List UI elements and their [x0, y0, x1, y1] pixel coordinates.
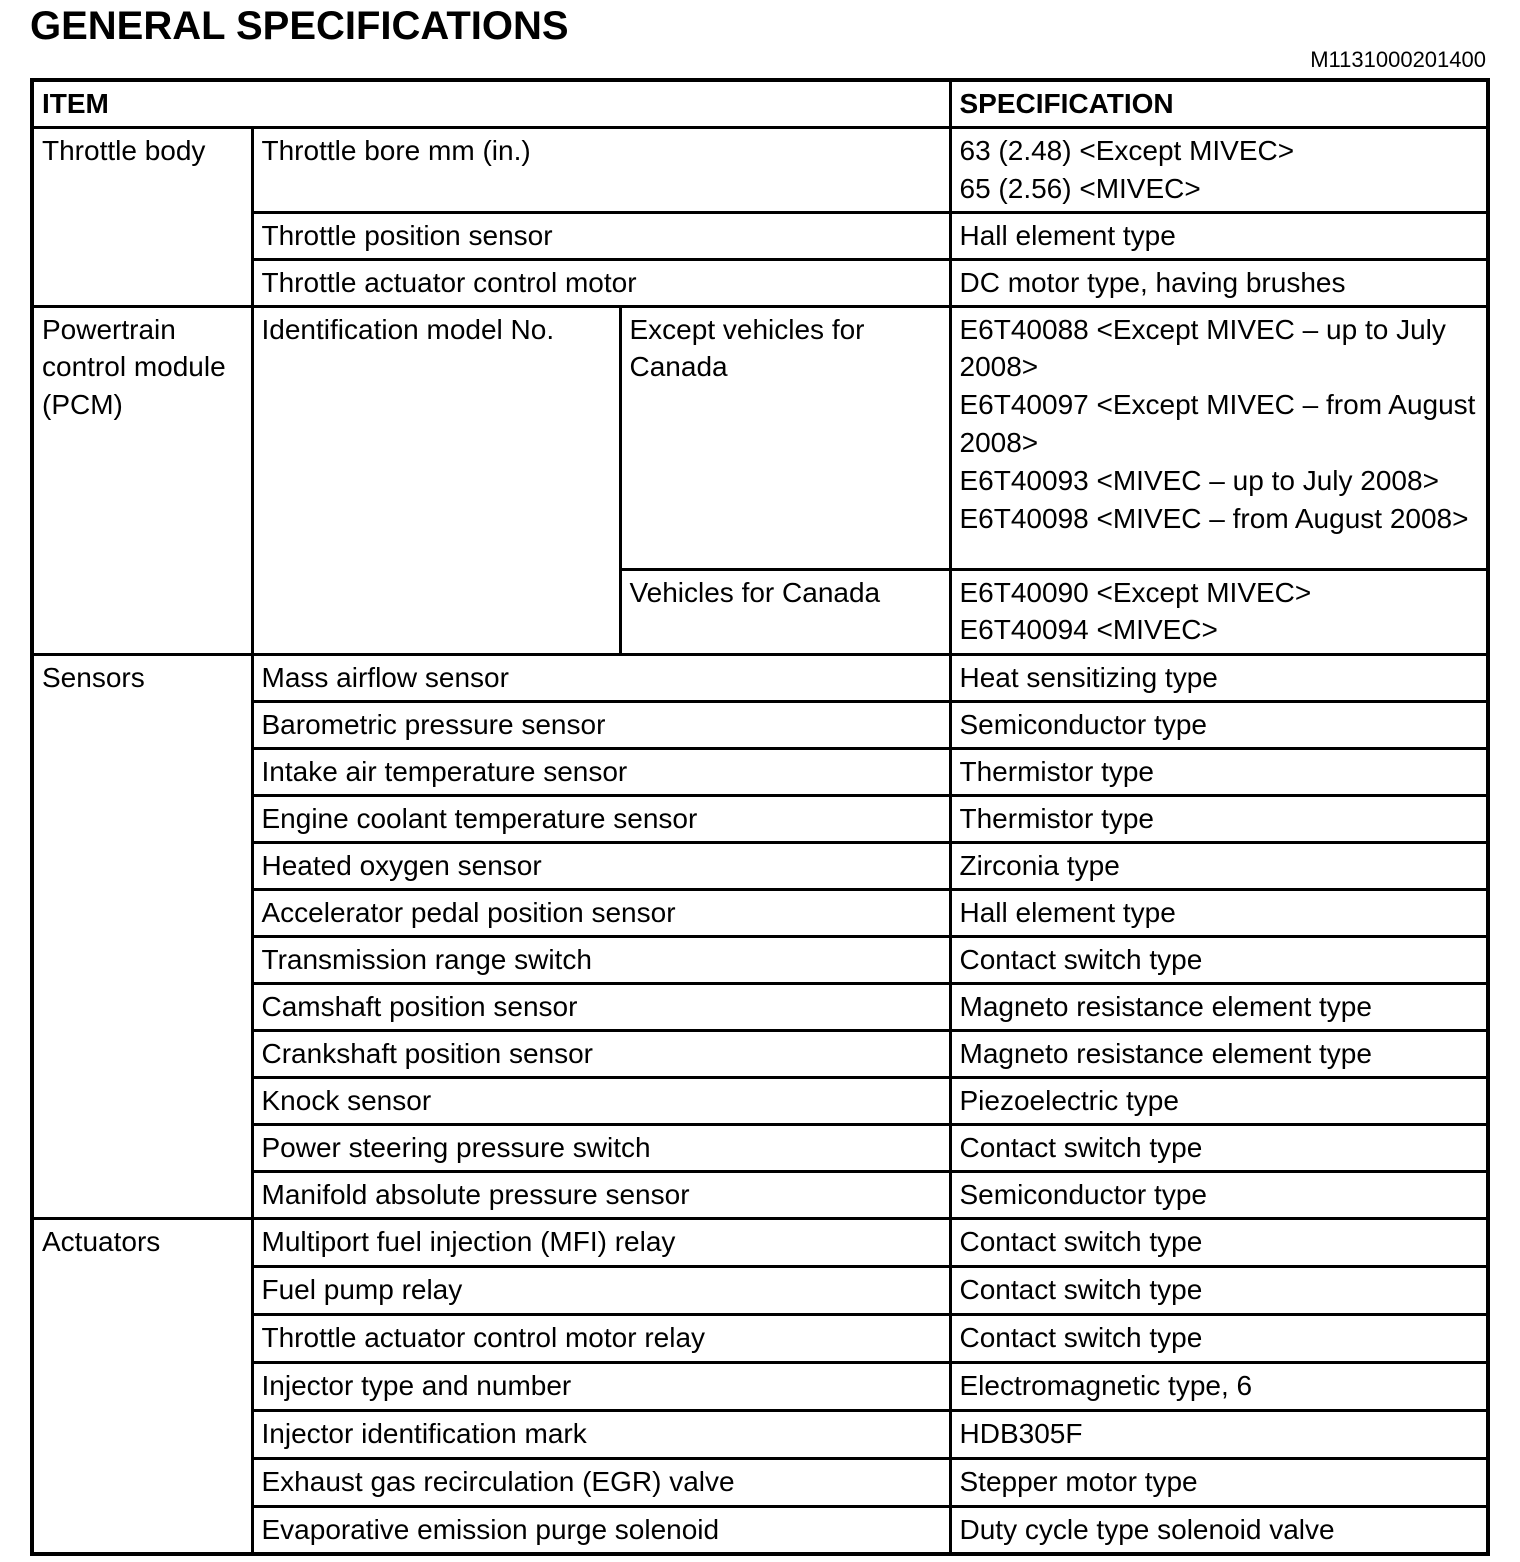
- spec-line: DC motor type, having brushes: [959, 266, 1346, 298]
- item-label: Accelerator pedal position sensor: [252, 889, 950, 936]
- spec-line: E6T40090 <Except MIVEC>: [959, 576, 1312, 608]
- doc-code: M1131000201400: [1310, 47, 1486, 72]
- table-row: [32, 1218, 1488, 1266]
- item-label: Injector type and number: [252, 1362, 950, 1410]
- spec-cell: [950, 1266, 1488, 1314]
- item-label: Throttle position sensor: [252, 212, 950, 259]
- table-row: [32, 306, 1488, 569]
- spec-cell: [950, 936, 1488, 983]
- column-header-item: ITEM: [32, 80, 950, 127]
- item-label: Injector identification mark: [252, 1410, 950, 1458]
- sub-item-label: Except vehicles for Canada: [620, 306, 950, 569]
- spec-line: 65 (2.56) <MIVEC>: [959, 172, 1201, 204]
- spec-line: E6T40097 <Except MIVEC – from August 2008>: [959, 389, 1476, 458]
- spec-line: Contact switch type: [959, 1131, 1203, 1163]
- general-specifications-table: [30, 78, 1490, 1556]
- spec-line: HDB305F: [959, 1417, 1083, 1449]
- spec-line: E6T40088 <Except MIVEC – up to July 2008>: [959, 313, 1446, 383]
- spec-cell: [950, 306, 1488, 569]
- item-label: Fuel pump relay: [252, 1266, 950, 1314]
- spec-line: Zirconia type: [959, 849, 1120, 881]
- group-label-actuators: Actuators: [32, 1218, 252, 1554]
- item-label: Power steering pressure switch: [252, 1124, 950, 1171]
- spec-line: Hall element type: [959, 219, 1176, 251]
- spec-line: Thermistor type: [959, 802, 1154, 834]
- spec-cell: [950, 259, 1488, 306]
- table-row: [32, 654, 1488, 701]
- spec-cell: [950, 1124, 1488, 1171]
- column-header-specification: SPECIFICATION: [950, 80, 1488, 127]
- item-label: Throttle actuator control motor relay: [252, 1314, 950, 1362]
- item-label: Throttle actuator control motor: [252, 259, 950, 306]
- spec-line: Magneto resistance element type: [959, 990, 1372, 1022]
- spec-line: Semiconductor type: [959, 1178, 1207, 1210]
- spec-cell: [950, 1458, 1488, 1506]
- spec-line: Electromagnetic type, 6: [959, 1369, 1253, 1401]
- item-label: Crankshaft position sensor: [252, 1030, 950, 1077]
- item-label: Barometric pressure sensor: [252, 701, 950, 748]
- table-header-row: [32, 80, 1488, 127]
- spec-cell: [950, 212, 1488, 259]
- spec-cell: [950, 1030, 1488, 1077]
- spec-cell: [950, 1506, 1488, 1554]
- spec-cell: [950, 1077, 1488, 1124]
- group-label-pcm: Powertrain control module (PCM): [32, 306, 252, 654]
- item-label: Transmission range switch: [252, 936, 950, 983]
- spec-cell: [950, 701, 1488, 748]
- spec-line: Contact switch type: [959, 1321, 1203, 1353]
- spec-cell: [950, 795, 1488, 842]
- item-label: Knock sensor: [252, 1077, 950, 1124]
- spec-cell: [950, 1362, 1488, 1410]
- spec-cell: [950, 1314, 1488, 1362]
- spec-line: Stepper motor type: [959, 1465, 1198, 1497]
- spec-line: E6T40094 <MIVEC>: [959, 614, 1218, 646]
- item-label: Throttle bore mm (in.): [252, 127, 950, 212]
- spec-line: Contact switch type: [959, 943, 1203, 975]
- spec-cell: [950, 889, 1488, 936]
- spec-cell: [950, 569, 1488, 654]
- page-title: GENERAL SPECIFICATIONS: [30, 4, 569, 48]
- item-label: Identification model No.: [252, 306, 620, 654]
- item-label: Multiport fuel injection (MFI) relay: [252, 1218, 950, 1266]
- spec-cell: [950, 842, 1488, 889]
- spec-line: Duty cycle type solenoid valve: [959, 1513, 1335, 1545]
- spec-cell: [950, 1410, 1488, 1458]
- group-label-sensors: Sensors: [32, 654, 252, 1218]
- spec-line: Contact switch type: [959, 1273, 1203, 1305]
- sub-item-label: Vehicles for Canada: [620, 569, 950, 654]
- spec-line: Heat sensitizing type: [959, 661, 1218, 693]
- spec-line: E6T40093 <MIVEC – up to July 2008>: [959, 464, 1439, 496]
- table-row: [32, 127, 1488, 212]
- group-label-throttle-body: Throttle body: [32, 127, 252, 306]
- spec-cell: [950, 983, 1488, 1030]
- item-label: Evaporative emission purge solenoid: [252, 1506, 950, 1554]
- spec-cell: [950, 654, 1488, 701]
- item-label: Intake air temperature sensor: [252, 748, 950, 795]
- item-label: Engine coolant temperature sensor: [252, 795, 950, 842]
- spec-cell: [950, 1218, 1488, 1266]
- spec-cell: [950, 127, 1488, 212]
- spec-cell: [950, 748, 1488, 795]
- spec-cell: [950, 1171, 1488, 1218]
- spec-line: E6T40098 <MIVEC – from August 2008>: [959, 502, 1469, 534]
- spec-line: Semiconductor type: [959, 708, 1207, 740]
- item-label: Mass airflow sensor: [252, 654, 950, 701]
- spec-line: Contact switch type: [959, 1225, 1203, 1257]
- item-label: Manifold absolute pressure sensor: [252, 1171, 950, 1218]
- spec-line: Thermistor type: [959, 755, 1154, 787]
- spec-line: Piezoelectric type: [959, 1084, 1179, 1116]
- item-label: Exhaust gas recirculation (EGR) valve: [252, 1458, 950, 1506]
- item-label: Camshaft position sensor: [252, 983, 950, 1030]
- item-label: Heated oxygen sensor: [252, 842, 950, 889]
- spec-line: Hall element type: [959, 896, 1176, 928]
- spec-line: 63 (2.48) <Except MIVEC>: [959, 134, 1295, 166]
- spec-line: Magneto resistance element type: [959, 1037, 1372, 1069]
